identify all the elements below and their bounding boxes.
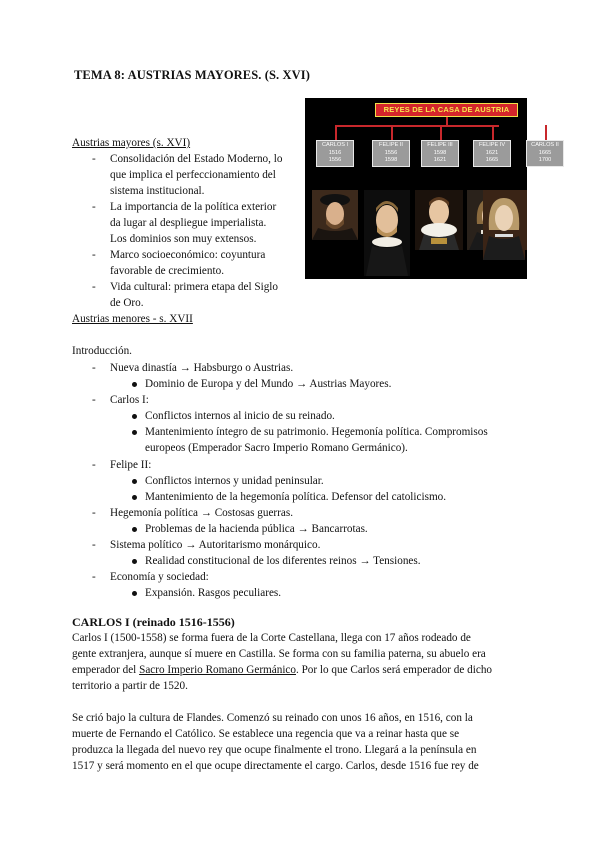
paragraph-line: 1517 y será momento en el que ocupe directamente el cargo. Carlos, desde 1516 fue rey de xyxy=(72,760,479,772)
paragraph-line: Se crió bajo la cultura de Flandes. Comenzó su reinado con unos 16 años, en 1516, con la xyxy=(72,712,473,724)
connector-line xyxy=(492,125,494,140)
text-line: Mantenimiento íntegro de su patrimonio. Hegemonía política. Compromisos xyxy=(145,426,488,438)
dash-bullet: - xyxy=(92,571,96,583)
king-name: CARLOS I xyxy=(321,142,349,148)
text-line: favorable de crecimiento. xyxy=(110,265,224,277)
portrait-carlos-i xyxy=(312,190,358,240)
paragraph-line: muerte de Fernando el Católico. Se establece una regencia que va a reinar hasta que se xyxy=(72,728,460,740)
king-end: 1665 xyxy=(485,157,499,164)
dot-bullet xyxy=(132,382,137,387)
connector-line xyxy=(335,125,499,127)
dot-bullet xyxy=(132,414,137,419)
king-end: 1598 xyxy=(384,157,398,164)
text-line: Expansión. Rasgos peculiares. xyxy=(145,587,282,599)
text-line: Los dominios son muy extensos. xyxy=(110,233,257,245)
dot-bullet xyxy=(132,527,137,532)
king-end: 1700 xyxy=(538,157,552,164)
page-title: TEMA 8: AUSTRIAS MAYORES. (S. XVI) xyxy=(74,68,310,82)
text-line: Realidad constitucional de los diferentes reinos → Tensiones. xyxy=(145,555,421,567)
connector-line xyxy=(440,125,442,140)
king-start: 1556 xyxy=(384,149,398,156)
text-line: da lugar al despliegue imperialista. xyxy=(110,217,267,229)
paragraph-line: Carlos I (1500-1558) se forma fuera de la Corte Castellana, llega con 17 años rodeado de xyxy=(72,632,471,644)
text-line: sistema institucional. xyxy=(110,185,205,197)
intro-heading: Introducción. xyxy=(72,345,132,357)
austrias-menores-heading: Austrias menores - s. XVII xyxy=(72,313,193,325)
sacro-imperio-link: Sacro Imperio Romano Germánico xyxy=(139,664,296,676)
portrait-carlos-ii xyxy=(483,190,525,260)
paragraph-line: territorio a partir de 1520. xyxy=(72,680,188,692)
text-line: Mantenimiento de la hegemonía política. Defensor del catolicismo. xyxy=(145,491,447,503)
dash-bullet: - xyxy=(92,362,96,374)
king-name: FELIPE II xyxy=(379,142,403,148)
dash-bullet: - xyxy=(92,507,96,519)
text-line: de Oro. xyxy=(110,297,144,309)
text-line: Problemas de la hacienda pública → Bancarrotas. xyxy=(145,523,368,535)
king-start: 1598 xyxy=(433,149,447,156)
text-line: La importancia de la política exterior xyxy=(110,201,277,213)
king-name: CARLOS II xyxy=(531,142,559,148)
dash-bullet: - xyxy=(92,153,96,165)
text-line: Carlos I: xyxy=(110,394,149,406)
dash-bullet: - xyxy=(92,539,96,551)
portrait-felipe-iii xyxy=(415,190,463,250)
text-line: Conflictos internos al inicio de su reinado. xyxy=(145,410,335,422)
king-box xyxy=(372,140,410,167)
connector-line xyxy=(545,125,547,140)
king-start: 1665 xyxy=(538,149,552,156)
dash-bullet: - xyxy=(92,459,96,471)
portrait-felipe-ii xyxy=(364,190,410,276)
text-line: Felipe II: xyxy=(110,459,152,471)
dash-bullet: - xyxy=(92,394,96,406)
dot-bullet xyxy=(132,495,137,500)
connector-line xyxy=(335,125,337,140)
carlos-heading: CARLOS I (reinado 1516-1556) xyxy=(72,615,235,629)
text-line: europeos (Emperador Sacro Imperio Romano Germánico). xyxy=(145,442,408,454)
dash-bullet: - xyxy=(92,249,96,261)
text-line: Vida cultural: primera etapa del Siglo xyxy=(110,281,279,293)
king-box xyxy=(421,140,459,167)
text-line: Consolidación del Estado Moderno, lo xyxy=(110,153,283,165)
text-line: Hegemonía política → Costosas guerras. xyxy=(110,507,293,519)
king-box xyxy=(316,140,354,167)
text-line: Dominio de Europa y del Mundo → Austrias Mayores. xyxy=(145,378,392,390)
text-run: . Por lo que Carlos será emperador de dicho xyxy=(295,664,493,676)
text-line: Nueva dinastía → Habsburgo o Austrias. xyxy=(110,362,294,374)
king-name: FELIPE IV xyxy=(478,142,506,148)
text-line: Conflictos internos y unidad peninsular. xyxy=(145,475,324,487)
dot-bullet xyxy=(132,479,137,484)
austrias-mayores-heading: Austrias mayores (s. XVI) xyxy=(72,137,191,149)
text-line: Sistema político → Autoritarismo monárquico. xyxy=(110,539,321,551)
connector-line xyxy=(391,125,393,140)
king-name: FELIPE III xyxy=(427,142,453,148)
dash-bullet: - xyxy=(92,201,96,213)
paragraph-line: gente extranjera, aunque sí muere en Castilla. Se forma con su familia paterna, su abuelo era xyxy=(72,648,486,660)
king-end: 1621 xyxy=(433,157,447,164)
dot-bullet xyxy=(132,430,137,435)
paragraph-line xyxy=(72,663,492,679)
text-line: que implica el perfeccionamiento del xyxy=(110,169,276,181)
text-run: emperador del xyxy=(72,664,140,676)
king-box xyxy=(473,140,511,167)
king-start: 1516 xyxy=(328,149,342,156)
figure-banner: REYES DE LA CASA DE AUSTRIA xyxy=(375,103,518,117)
king-box xyxy=(526,140,564,167)
paragraph-line: produzca la llegada del nuevo rey que ocupe finalmente el trono. Llegará a la península en xyxy=(72,744,477,756)
text-line: Marco socioeconómico: coyuntura xyxy=(110,249,266,261)
king-start: 1621 xyxy=(485,149,499,156)
dot-bullet xyxy=(132,591,137,596)
dash-bullet: - xyxy=(92,281,96,293)
king-end: 1556 xyxy=(328,157,342,164)
dot-bullet xyxy=(132,559,137,564)
text-line: Economía y sociedad: xyxy=(110,571,209,583)
